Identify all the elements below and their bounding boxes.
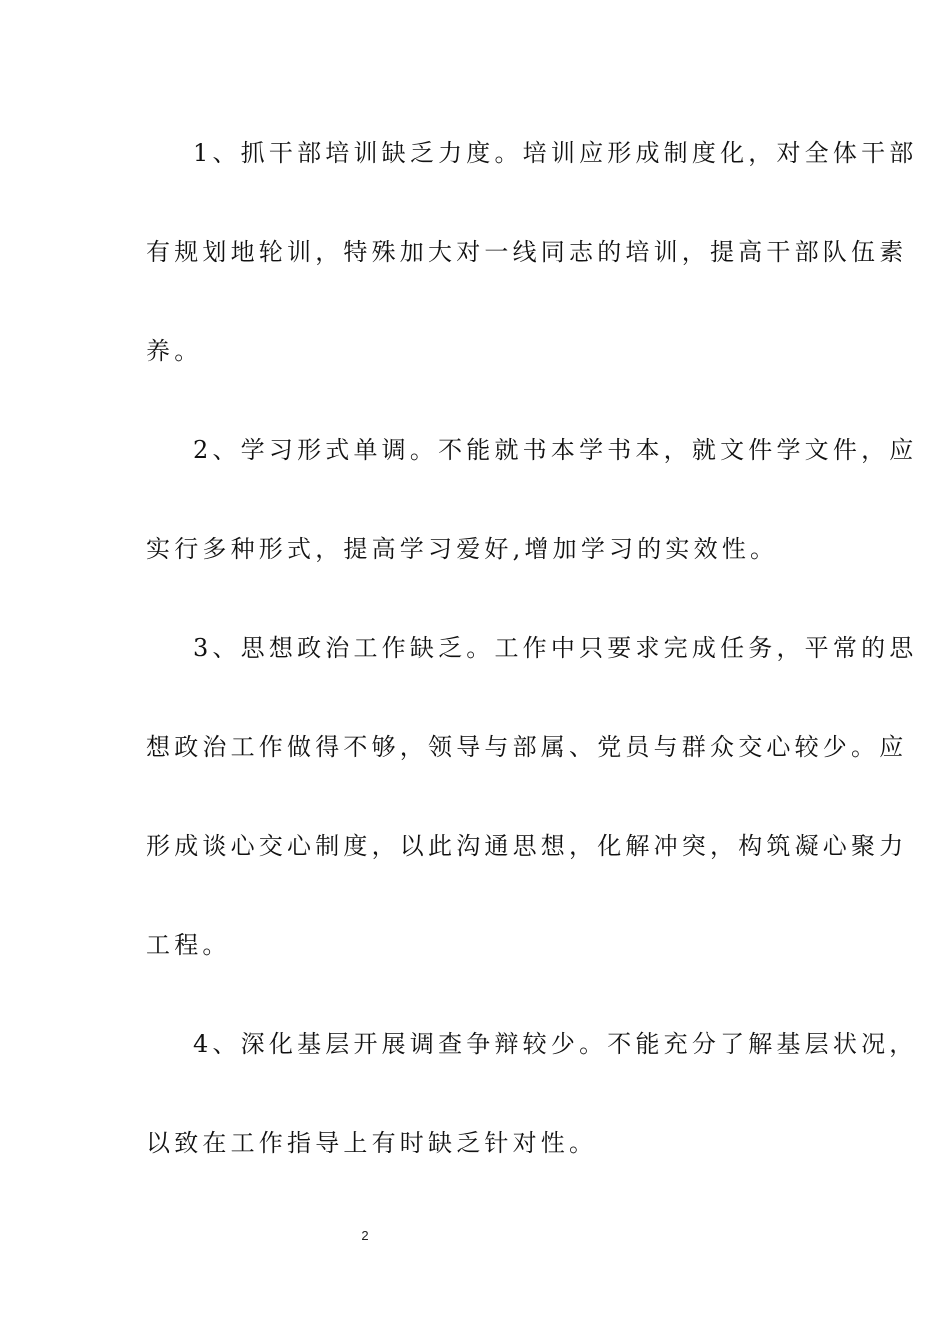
paragraph-4-line-1: 4、深化基层开展调查争辩较少。不能充分了解基层状况， xyxy=(193,1030,918,1058)
page-number: 2 xyxy=(361,1228,369,1243)
paragraph-3-line-3: 形成谈心交心制度，以此沟通思想，化解冲突，构筑凝心聚力 xyxy=(146,832,908,860)
paragraph-1-line-3: 养。 xyxy=(146,337,203,365)
paragraph-4-line-2: 以致在工作指导上有时缺乏针对性。 xyxy=(146,1129,598,1157)
paragraph-1-line-1: 1、抓干部培训缺乏力度。培训应形成制度化，对全体干部 xyxy=(193,139,918,167)
paragraph-3-line-2: 想政治工作做得不够，领导与部属、党员与群众交心较少。应 xyxy=(146,733,908,761)
paragraph-2-line-1: 2、学习形式单调。不能就书本学书本，就文件学文件，应 xyxy=(193,436,918,464)
paragraph-3-line-1: 3、思想政治工作缺乏。工作中只要求完成任务，平常的思 xyxy=(193,634,918,662)
paragraph-1-line-2: 有规划地轮训，特殊加大对一线同志的培训，提高干部队伍素 xyxy=(146,238,908,266)
paragraph-3-line-4: 工程。 xyxy=(146,931,231,959)
paragraph-2-line-2: 实行多种形式，提高学习爱好,增加学习的实效性。 xyxy=(146,535,779,563)
document-body xyxy=(146,123,918,1212)
